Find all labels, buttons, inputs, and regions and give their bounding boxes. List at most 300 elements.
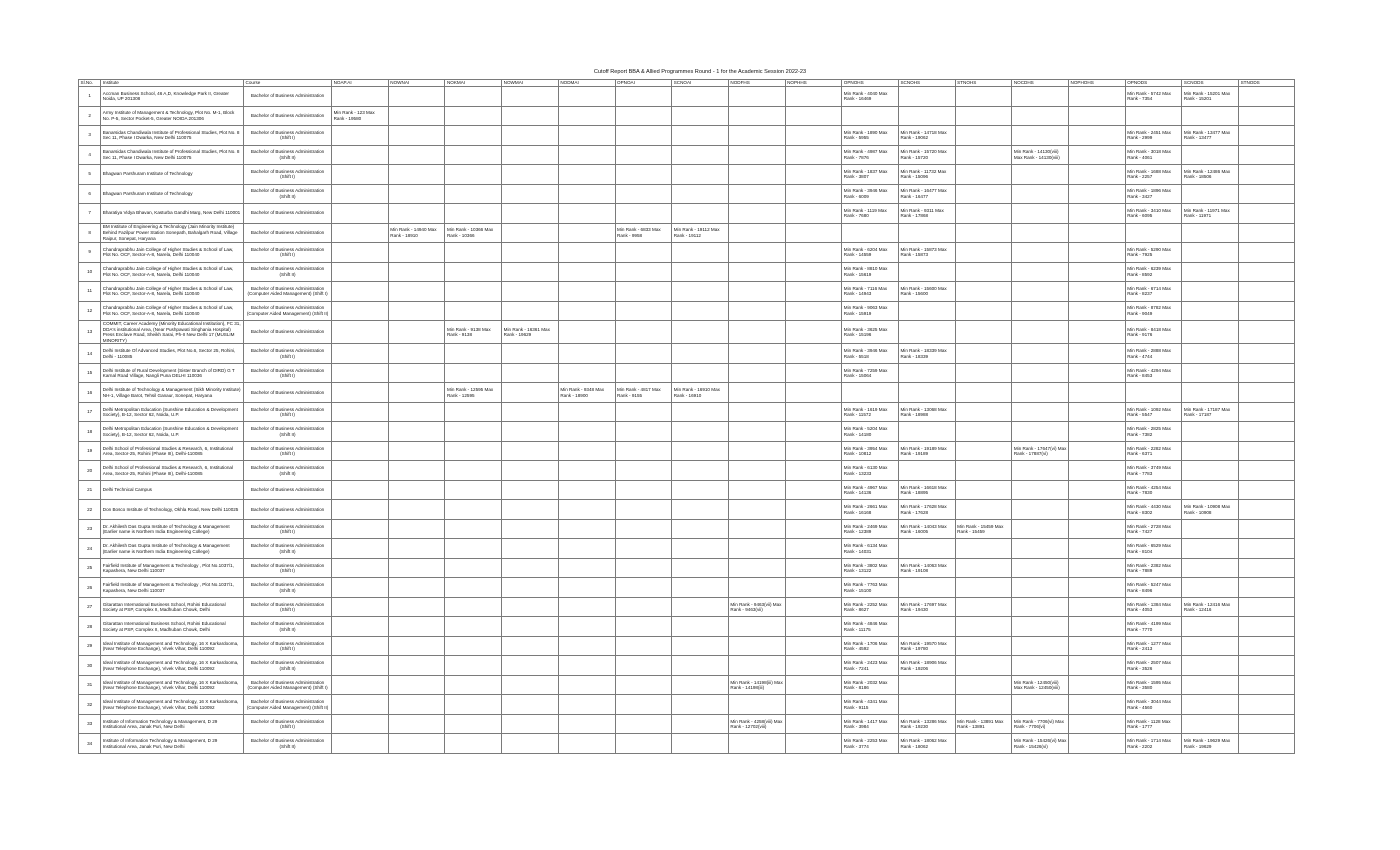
rank-cell [728,578,785,598]
rank-cell [332,636,389,656]
rank-cell [898,461,955,481]
rank-cell: Min Rank - 9063 Max Rank - 15919 [842,301,899,321]
rank-cell [1069,243,1126,263]
rank-cell [558,262,615,282]
table-row [79,262,1295,282]
course-cell: Bachelor of Business Administration [244,321,332,344]
column-header: NOWNAI [388,80,445,87]
rank-cell: Min Rank - 1714 Max Rank - 2202 [1125,734,1182,754]
rank-cell [728,636,785,656]
rank-cell [1182,262,1239,282]
table-row [79,402,1295,422]
rank-cell [445,617,502,637]
rank-cell [615,617,672,637]
rank-cell [672,282,729,302]
rank-cell [955,617,1012,637]
rank-cell [332,714,389,734]
rank-cell [898,321,955,344]
institute-cell: Chandraprabhu Jain College of Higher Studies & School of Law, Plot No. OCF, Sector-A-8, Narela, Delhi 110040 [101,243,244,263]
rank-cell [672,558,729,578]
rank-cell [445,636,502,656]
course-cell: Bachelor of Business Administration [244,106,332,126]
institute-cell: Banarsidas Chandiwala Institute of Professional Studies, Plot No. 8 Sec 11, Phase I Dwarka, New Delhi 110075 [101,126,244,146]
rank-cell [842,383,899,403]
rank-cell [332,165,389,185]
institute-cell: Delhi School of Professional Studies & Research, 6, Institutional Area, Sector-25, Rohini (Phase III), Delhi-110085 [101,461,244,481]
rank-cell [1012,126,1069,146]
column-header: Course [244,80,332,87]
rank-cell [672,500,729,520]
rank-cell [1012,87,1069,107]
serial-number-cell: 10 [79,262,101,282]
rank-cell [615,578,672,598]
rank-cell [1239,422,1295,442]
rank-cell [615,262,672,282]
serial-number-cell: 24 [79,539,101,559]
course-cell: Bachelor of Business Administration (Shift I) [244,558,332,578]
course-cell: Bachelor of Business Administration (Shift I) [244,344,332,364]
rank-cell [1069,675,1126,695]
rank-cell [502,578,559,598]
rank-cell [332,126,389,146]
rank-cell [558,165,615,185]
rank-cell: Min Rank - 15600 Max Rank - 15600 [898,282,955,302]
course-cell: Bachelor of Business Administration (Shift II) [244,461,332,481]
rank-cell: Min Rank - 18906 Max Rank - 19206 [898,656,955,676]
rank-cell [332,480,389,500]
course-cell: Bachelor of Business Administration (Computer Aided Management) (Shift II) [244,695,332,715]
serial-number-cell: 31 [79,675,101,695]
rank-cell [1182,480,1239,500]
rank-cell [1069,126,1126,146]
rank-cell: Min Rank - 3044 Max Rank - 4560 [1125,695,1182,715]
rank-cell: Min Rank - 1092 Max Rank - 5547 [1125,402,1182,422]
course-cell: Bachelor of Business Administration (Shift I) [244,243,332,263]
rank-cell: Min Rank - 1619 Max Rank - 11572 [842,402,899,422]
rank-cell [898,223,955,243]
rank-cell: Min Rank - 1417 Max Rank - 3984 [842,714,899,734]
rank-cell [785,165,842,185]
rank-cell [785,558,842,578]
rank-cell [332,695,389,715]
rank-cell [502,539,559,559]
institute-cell: Delhi School of Professional Studies & Research, 6, Institutional Area, Sector-25, Rohini (Phase III), Delhi-110085 [101,441,244,461]
rank-cell [332,539,389,559]
rank-cell [898,617,955,637]
rank-cell [785,282,842,302]
rank-cell [1069,106,1126,126]
table-row [79,441,1295,461]
rank-cell [785,441,842,461]
rank-cell [785,262,842,282]
column-header: NOCDHS [1012,80,1069,87]
rank-cell [502,165,559,185]
rank-cell [1069,321,1126,344]
rank-cell: Min Rank - 2253 Max Rank - 3774 [842,734,899,754]
column-header: NOKMAI [445,80,502,87]
course-cell: Bachelor of Business Administration (Shift II) [244,184,332,204]
rank-cell: Min Rank - 7763 Max Rank - 15100 [842,578,899,598]
table-row [79,636,1295,656]
rank-cell [332,184,389,204]
rank-cell [898,675,955,695]
rank-cell [955,106,1012,126]
rank-cell [445,734,502,754]
rank-cell [1069,500,1126,520]
rank-cell: Min Rank - 18062 Max Rank - 18062 [898,734,955,754]
table-row [79,500,1295,520]
rank-cell: Min Rank - 3802 Max Rank - 13122 [842,558,899,578]
column-header: STNOHS [955,80,1012,87]
rank-cell [785,636,842,656]
rank-cell: Min Rank - 2032 Max Rank - 8186 [842,675,899,695]
institute-cell: Chandraprabhu Jain College of Higher Studies & School of Law, Plot No. OCF, Sector-A-8, Narela, Delhi 110040 [101,262,244,282]
course-cell: Bachelor of Business Administration (Shift II) [244,145,332,165]
rank-cell [388,675,445,695]
rank-cell [445,578,502,598]
rank-cell [955,480,1012,500]
rank-cell: Min Rank - 2423 Max Rank - 7241 [842,656,899,676]
rank-cell [1239,126,1295,146]
rank-cell [615,321,672,344]
rank-cell [1239,106,1295,126]
rank-cell [615,558,672,578]
rank-cell [388,480,445,500]
rank-cell [445,441,502,461]
rank-cell [445,539,502,559]
course-cell: Bachelor of Business Administration [244,204,332,224]
rank-cell [1069,184,1126,204]
rank-cell [785,695,842,715]
rank-cell [445,363,502,383]
rank-cell [1182,714,1239,734]
rank-cell [445,204,502,224]
serial-number-cell: 4 [79,145,101,165]
rank-cell: Min Rank - 6134 Max Rank - 14031 [842,539,899,559]
institute-cell: Delhi Metropolitan Education (Sunshine Education & Development Society), B-12, Sector 62, Noida, U.P. [101,402,244,422]
rank-cell: Min Rank - 1896 Max Rank - 3427 [1125,184,1182,204]
rank-cell [558,204,615,224]
rank-cell [672,262,729,282]
rank-cell: Min Rank - 3018 Max Rank - 4061 [1125,145,1182,165]
rank-cell [332,87,389,107]
rank-cell [502,106,559,126]
rank-cell [332,441,389,461]
rank-cell [785,734,842,754]
rank-cell: Min Rank - 14043 Max Rank - 16005 [898,519,955,539]
rank-cell: Min Rank - 12595 Max Rank - 12595 [445,383,502,403]
rank-cell: Min Rank - 17187 Max Rank - 17187 [1182,402,1239,422]
serial-number-cell: 13 [79,321,101,344]
rank-cell [785,461,842,481]
rank-cell: Min Rank - 4846 Max Rank - 11175 [842,617,899,637]
serial-number-cell: 26 [79,578,101,598]
institute-cell: Delhi Institute of Rural Development (Sister Branch of DIRD) G T Karnal Road Village, Nangli Puna DELHI 110036 [101,363,244,383]
rank-cell: Min Rank - 2469 Max Rank - 12389 [842,519,899,539]
rank-cell [388,383,445,403]
rank-cell [388,402,445,422]
rank-cell [1239,383,1295,403]
rank-cell: Min Rank - 4254 Max Rank - 7830 [1125,480,1182,500]
rank-cell [1239,734,1295,754]
rank-cell [445,695,502,715]
rank-cell [1012,165,1069,185]
rank-cell [502,480,559,500]
rank-cell [558,675,615,695]
rank-cell: Min Rank - 19189 Max Rank - 19189 [898,441,955,461]
rank-cell [1012,402,1069,422]
institute-cell: Ideal Institute of Management and Technology, 16 X Karkardooma, (Near Telephone Exchange), Vivek Vihar, Delhi 110092 [101,675,244,695]
table-row [79,578,1295,598]
rank-cell [615,87,672,107]
table-row [79,734,1295,754]
rank-cell: Min Rank - 3625 Max Rank - 15196 [842,321,899,344]
table-row [79,282,1295,302]
rank-cell: Min Rank - 4040 Max Rank - 16469 [842,87,899,107]
rank-cell [332,363,389,383]
table-row [79,461,1295,481]
rank-cell [388,344,445,364]
rank-cell [672,461,729,481]
rank-cell [1239,656,1295,676]
rank-cell [388,519,445,539]
rank-cell [955,344,1012,364]
rank-cell [785,480,842,500]
rank-cell [785,402,842,422]
rank-cell [502,282,559,302]
institute-cell: Institute of Information Technology & Management, D 29 Institutional Area, Janak Puri, New Delhi [101,734,244,754]
rank-cell [1239,675,1295,695]
rank-cell [558,539,615,559]
rank-cell [445,519,502,539]
rank-cell [615,282,672,302]
rank-cell: Min Rank - 5290 Max Rank - 7925 [1125,243,1182,263]
rank-cell [785,383,842,403]
rank-cell [558,656,615,676]
course-cell: Bachelor of Business Administration [244,500,332,520]
rank-cell [615,656,672,676]
rank-cell [502,675,559,695]
rank-cell [785,223,842,243]
course-cell: Bachelor of Business Administration (Shift I) [244,519,332,539]
rank-cell: Min Rank - 2382 Max Rank - 7889 [1125,558,1182,578]
course-cell: Bachelor of Business Administration [244,383,332,403]
rank-cell [898,106,955,126]
rank-cell: Min Rank - 4258(viii) Max Rank - 12702(viii) [728,714,785,734]
rank-cell [388,617,445,637]
rank-cell [1069,402,1126,422]
rank-cell [502,87,559,107]
rank-cell [388,262,445,282]
rank-cell [785,344,842,364]
rank-cell [1012,344,1069,364]
rank-cell [502,223,559,243]
rank-cell [955,461,1012,481]
table-row [79,539,1295,559]
rank-cell [558,558,615,578]
rank-cell [558,578,615,598]
rank-cell [1012,597,1069,617]
rank-cell [1239,441,1295,461]
rank-cell: Min Rank - 15426(vi) Max Rank - 15426(vi) [1012,734,1069,754]
course-cell: Bachelor of Business Administration (Shift II) [244,578,332,598]
rank-cell [1182,558,1239,578]
rank-cell: Min Rank - 123 Max Rank - 19580 [332,106,389,126]
rank-cell [1012,480,1069,500]
serial-number-cell: 28 [79,617,101,637]
rank-cell [615,204,672,224]
rank-cell [615,714,672,734]
rank-cell [1069,578,1126,598]
rank-cell [672,402,729,422]
rank-cell [672,344,729,364]
rank-cell [785,714,842,734]
rank-cell: Min Rank - 6239 Max Rank - 8592 [1125,262,1182,282]
serial-number-cell: 23 [79,519,101,539]
rank-cell [1069,695,1126,715]
rank-cell [955,402,1012,422]
institute-cell: Gitarattan International Business School, Rohini Educational Society at PSP, Complex II, Madhuban Chowk, Delhi [101,617,244,637]
course-cell: Bachelor of Business Administration (Shift II) [244,734,332,754]
rank-cell [388,145,445,165]
table-row [79,204,1295,224]
rank-cell [785,363,842,383]
rank-cell [1069,480,1126,500]
rank-cell: Min Rank - 13477 Max Rank - 13477 [1182,126,1239,146]
rank-cell: Min Rank - 1688 Max Rank - 2257 [1125,165,1182,185]
rank-cell [672,422,729,442]
rank-cell [728,500,785,520]
rank-cell: Min Rank - 2825 Max Rank - 7382 [1125,422,1182,442]
rank-cell [1012,106,1069,126]
rank-cell [615,539,672,559]
rank-cell [785,519,842,539]
rank-cell [672,656,729,676]
rank-cell [672,675,729,695]
rank-cell [615,402,672,422]
rank-cell [1012,656,1069,676]
table-row [79,617,1295,637]
column-header: NOAP.AI [332,80,389,87]
rank-cell [1069,204,1126,224]
rank-cell [332,656,389,676]
rank-cell [558,344,615,364]
rank-cell [615,441,672,461]
rank-cell [1239,363,1295,383]
rank-cell [672,165,729,185]
rank-cell [1182,695,1239,715]
rank-cell [558,301,615,321]
rank-cell [1182,344,1239,364]
rank-cell [1182,184,1239,204]
rank-cell [785,617,842,637]
rank-cell: Min Rank - 1837 Max Rank - 3807 [842,165,899,185]
rank-cell [955,126,1012,146]
serial-number-cell: 14 [79,344,101,364]
table-row [79,695,1295,715]
rank-cell [1182,539,1239,559]
rank-cell [955,301,1012,321]
institute-cell: Delhi Institute Of Advanced Studies, Plot No.6, Sector 25, Rohini, Delhi - 110085 [101,344,244,364]
rank-cell [388,558,445,578]
table-row [79,597,1295,617]
rank-cell [1012,223,1069,243]
institute-cell: Chandraprabhu Jain College of Higher Studies & School of Law, Plot No. OCF, Sector-A-8, Narela, Delhi 110040 [101,282,244,302]
institute-cell: Bharatiya Vidya Bhavan, Kasturba Gandhi Marg, New Delhi 110001 [101,204,244,224]
rank-cell [955,675,1012,695]
rank-cell [558,106,615,126]
course-cell: Bachelor of Business Administration (Shift II) [244,262,332,282]
rank-cell [502,262,559,282]
rank-cell [1239,184,1295,204]
cutoff-table [78,79,1295,754]
rank-cell [388,500,445,520]
table-header [79,80,1295,87]
rank-cell: Min Rank - 3954 Max Rank - 10812 [842,441,899,461]
rank-cell [388,87,445,107]
rank-cell [1182,106,1239,126]
rank-cell [728,539,785,559]
rank-cell: Min Rank - 8418 Max Rank - 9176 [1125,321,1182,344]
rank-cell [672,734,729,754]
serial-number-cell: 22 [79,500,101,520]
rank-cell [955,500,1012,520]
rank-cell [728,422,785,442]
rank-cell [388,243,445,263]
serial-number-cell: 12 [79,301,101,321]
rank-cell: Min Rank - 4341 Max Rank - 9115 [842,695,899,715]
header-row [79,80,1295,87]
rank-cell [672,695,729,715]
rank-cell [785,301,842,321]
rank-cell [332,558,389,578]
rank-cell [1239,344,1295,364]
rank-cell [728,461,785,481]
serial-number-cell: 15 [79,363,101,383]
rank-cell: Min Rank - 15720 Max Rank - 15720 [898,145,955,165]
table-row [79,126,1295,146]
rank-cell [1069,461,1126,481]
institute-cell: Don Bosco Institute of Technology, Okhla Road, New Delhi 110025 [101,500,244,520]
rank-cell [388,441,445,461]
rank-cell [388,126,445,146]
rank-cell [1012,301,1069,321]
rank-cell [1182,675,1239,695]
course-cell: Bachelor of Business Administration (Shift I) [244,165,332,185]
rank-cell: Min Rank - 19629 Max Rank - 19629 [1182,734,1239,754]
rank-cell [898,363,955,383]
rank-cell [1012,363,1069,383]
rank-cell [1239,597,1295,617]
course-cell: Bachelor of Business Administration (Shift II) [244,539,332,559]
rank-cell [672,126,729,146]
rank-cell: Min Rank - 1890 Max Rank - 5955 [842,126,899,146]
rank-cell [1069,87,1126,107]
column-header: OPNOAI [615,80,672,87]
rank-cell [445,165,502,185]
institute-cell: Ideal Institute of Management and Technology, 16 X Karkardooma, (Near Telephone Exchange), Vivek Vihar, Delhi 110092 [101,656,244,676]
rank-cell [955,321,1012,344]
rank-cell: Min Rank - 17697 Max Rank - 19430 [898,597,955,617]
rank-cell: Min Rank - 16910 Max Rank - 16910 [672,383,729,403]
serial-number-cell: 25 [79,558,101,578]
rank-cell [898,383,955,403]
rank-cell [1239,617,1295,637]
rank-cell [615,636,672,656]
column-header: NODFHS [728,80,785,87]
rank-cell [955,145,1012,165]
rank-cell: Min Rank - 7116 Max Rank - 14943 [842,282,899,302]
